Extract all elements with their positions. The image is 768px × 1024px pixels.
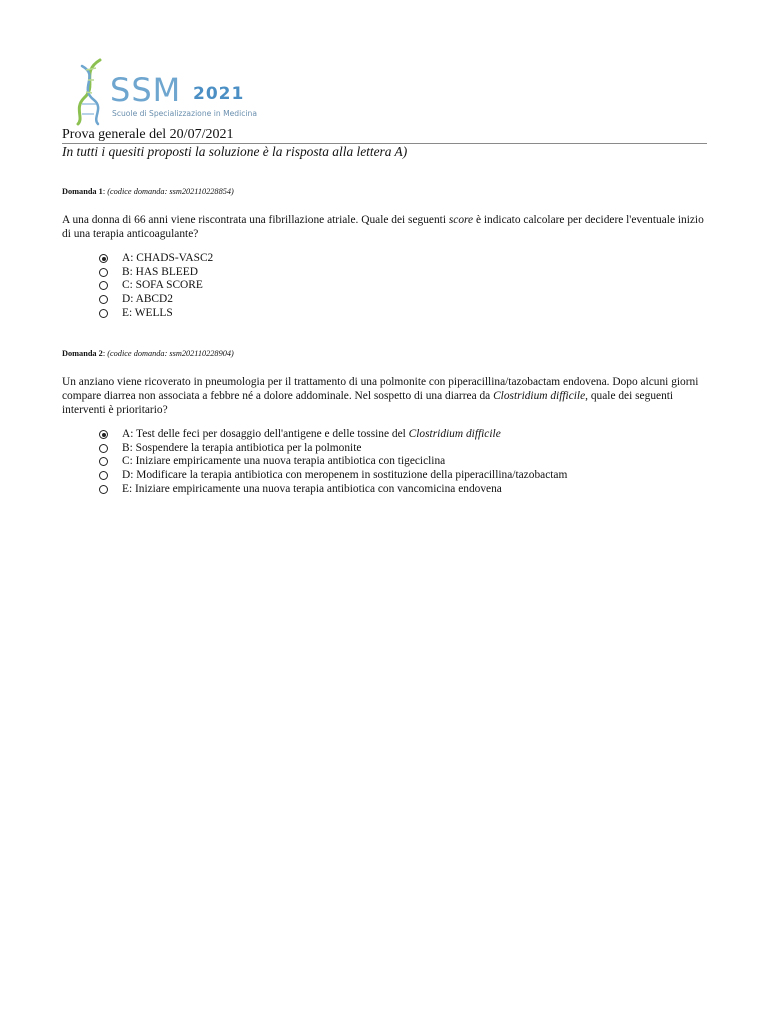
page-subtitle: In tutti i quesiti proposti la soluzione è la risposta alla lettera A) [62, 144, 408, 159]
question-1-text [62, 213, 712, 241]
logo-brand-text: SSM [110, 71, 182, 109]
question-2-number: Domanda 2 [62, 349, 103, 358]
radio-icon[interactable] [99, 309, 108, 318]
option-label-text: A: Test delle feci per dosaggio dell'antigene e delle tossine del [122, 428, 409, 440]
option-label: B: Sospendere la terapia antibiotica per la polmonite [122, 441, 362, 454]
dna-helix-icon [70, 58, 114, 126]
logo-subtitle-text: Scuole di Specializzazione in Medicina [112, 109, 257, 118]
radio-icon[interactable] [99, 281, 108, 290]
logo-year-text: 2021 [193, 84, 245, 104]
question-2-text [62, 375, 712, 417]
radio-icon[interactable] [99, 268, 108, 277]
option-label [122, 428, 501, 442]
page-title: Prova generale del 20/07/2021 [62, 127, 234, 142]
question-1-text-italic: score [448, 214, 474, 226]
option-label: C: SOFA SCORE [122, 279, 203, 292]
option-label: E: WELLS [122, 306, 173, 319]
question-2-text-part: , quale dei seguenti interventi è prioritario? [62, 390, 674, 416]
question-1-text-part: è indicato calcolare per decidere l'eventuale inizio di una terapia anticoagulante? [62, 214, 704, 240]
option-label: B: HAS BLEED [122, 265, 198, 278]
option-label: C: Iniziare empiricamente una nuova terapia antibiotica con tigeciclina [122, 455, 446, 468]
question-2-text-italic: Clostridium difficile [493, 390, 586, 402]
option-label-italic: Clostridium difficile [408, 428, 501, 440]
question-2-label: Domanda 2: (codice domanda: ssm202110228904) [62, 349, 234, 358]
option-label: D: Modificare la terapia antibiotica con meropenem in sostituzione della piperacillina/tazobactam [122, 469, 568, 482]
question-1-text-part: A una donna di 66 anni viene riscontrata una fibrillazione atriale. Quale dei seguenti [62, 214, 449, 226]
question-1-number: Domanda 1 [62, 187, 103, 196]
option-label: D: ABCD2 [122, 293, 173, 306]
question-2-text-part: Un anziano viene ricoverato in pneumologia per il trattamento di una polmonite con piperacillina/tazobactam endovena. Dopo alcuni giorni compare diarrea non associata a febbre né a dolore addominale. Nel sospetto di una diarrea da [62, 376, 699, 402]
question-2-code: (codice domanda: ssm202110228904) [107, 349, 234, 358]
ssm-logo [70, 58, 280, 126]
radio-icon[interactable] [99, 471, 108, 480]
option-label: A: CHADS-VASC2 [122, 252, 214, 264]
radio-icon[interactable] [99, 485, 108, 494]
radio-icon[interactable] [99, 430, 108, 439]
radio-icon[interactable] [99, 457, 108, 466]
radio-icon[interactable] [99, 254, 108, 263]
option-label: E: Iniziare empiricamente una nuova terapia antibiotica con vancomicina endovena [122, 482, 502, 495]
radio-icon[interactable] [99, 295, 108, 304]
radio-icon[interactable] [99, 444, 108, 453]
question-1-code: (codice domanda: ssm202110228854) [107, 187, 234, 196]
question-1-label: Domanda 1: (codice domanda: ssm202110228854) [62, 187, 234, 196]
